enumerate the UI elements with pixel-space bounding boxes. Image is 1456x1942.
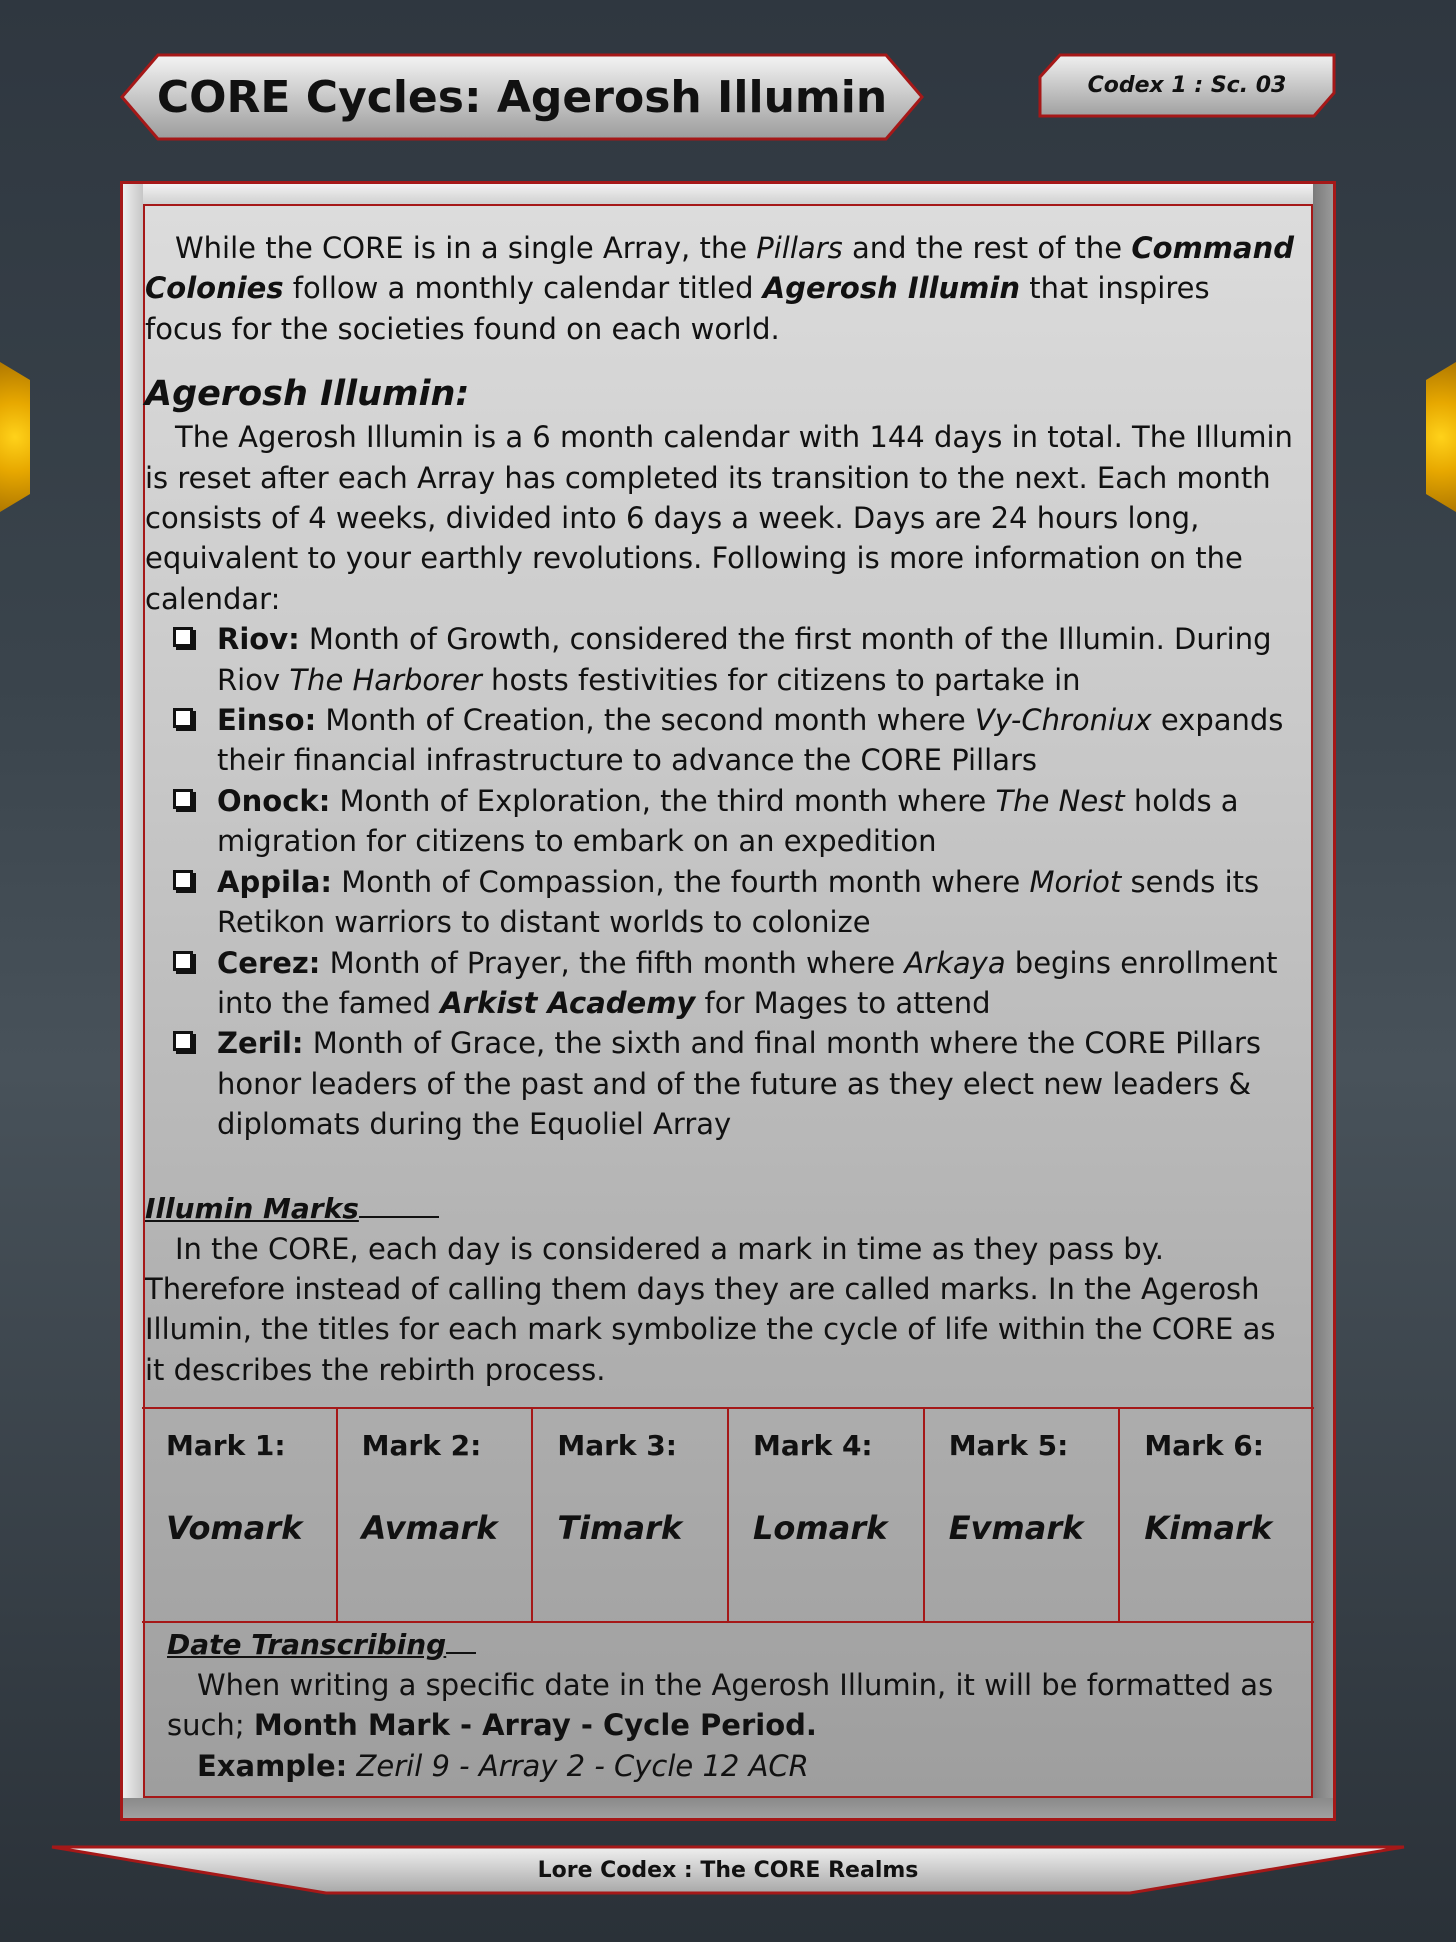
list-item: Cerez: Month of Prayer, the fifth month where Arkaya begins enrollment into the famed Arkist Academy for Mages to attend xyxy=(217,943,1295,1024)
checkbox-bullet-icon xyxy=(173,1031,193,1051)
calendar-heading: Agerosh Illumin: xyxy=(145,374,470,415)
month-list xyxy=(145,619,1295,1144)
checkbox-bullet-icon xyxy=(173,627,193,647)
footer-text: Lore Codex : The CORE Realms xyxy=(537,1857,919,1883)
marks-description: In the CORE, each day is considered a mark in time as they pass by. Therefore instead of calling them days they are called marks. In the Agerosh Illumin, the titles for each mark symbolize the cycle of life within the CORE as it describes the rebirth process. xyxy=(145,1231,1276,1387)
list-item: Einso: Month of Creation, the second month where Vy-Chroniux expands their financial infrastructure to advance the CORE Pillars xyxy=(217,700,1295,781)
date-format-paragraph: When writing a specific date in the Agerosh Illumin, it will be formatted as such; Month Mark - Array - Cycle Period. xyxy=(167,1668,1274,1743)
list-item: Zeril: Month of Grace, the sixth and final month where the CORE Pillars honor leaders of the past and of the future as they elect new leaders & diplomats during the Equoliel Array xyxy=(217,1023,1295,1144)
marks-table xyxy=(142,1407,1314,1623)
intro-paragraph: While the CORE is in a single Array, the Pillars and the rest of the Command Colonies follow a monthly calendar titled Agerosh Illumin that inspires focus for the societies found on each world. xyxy=(145,231,1294,346)
checkbox-bullet-icon xyxy=(173,951,193,971)
footer-banner xyxy=(50,1845,1406,1895)
illumin-marks-heading: Illumin Marks xyxy=(145,1189,1295,1229)
mark-cell: Mark 6: Kimark xyxy=(1144,1429,1273,1547)
checkbox-bullet-icon xyxy=(173,708,193,728)
mark-cell: Mark 2: Avmark xyxy=(338,1409,534,1621)
date-transcribing-section xyxy=(167,1625,1297,1786)
codex-reference: Codex 1 : Sc. 03 xyxy=(1087,73,1287,98)
checkbox-bullet-icon xyxy=(173,789,193,809)
right-side-tab xyxy=(1426,362,1456,512)
calendar-description: The Agerosh Illumin is a 6 month calendar with 144 days in total. The Illumin is reset after each Array has completed its transition to the next. Each month consists of 4 weeks, divided into 6 days a week. Days are 24 hours long, equivalent to your earthly revolutions. Following is more information on the calendar: xyxy=(145,420,1293,616)
mark-cell: Mark 5: Evmark xyxy=(925,1409,1121,1621)
codex-badge xyxy=(1038,53,1336,118)
date-example: Example: Zeril 9 - Array 2 - Cycle 12 ACR xyxy=(197,1748,809,1783)
list-item: Appila: Month of Compassion, the fourth month where Moriot sends its Retikon warriors to distant worlds to colonize xyxy=(217,862,1295,943)
page-title: CORE Cycles: Agerosh Illumin xyxy=(156,71,888,123)
checkbox-bullet-icon xyxy=(173,870,193,890)
mark-cell: Mark 4: Lomark xyxy=(729,1409,925,1621)
list-item: Onock: Month of Exploration, the third month where The Nest holds a migration for citizens to embark on an expedition xyxy=(217,781,1295,862)
mark-cell: Mark 3: Timark xyxy=(533,1409,729,1621)
date-transcribing-heading: Date Transcribing xyxy=(167,1625,1297,1665)
left-side-tab xyxy=(0,362,30,512)
list-item: Riov: Month of Growth, considered the first month of the Illumin. During Riov The Harborer hosts festivities for citizens to partake in xyxy=(217,619,1295,700)
main-content xyxy=(145,228,1295,1390)
mark-cell: Mark 1: Vomark xyxy=(142,1409,338,1621)
title-banner xyxy=(120,53,924,141)
